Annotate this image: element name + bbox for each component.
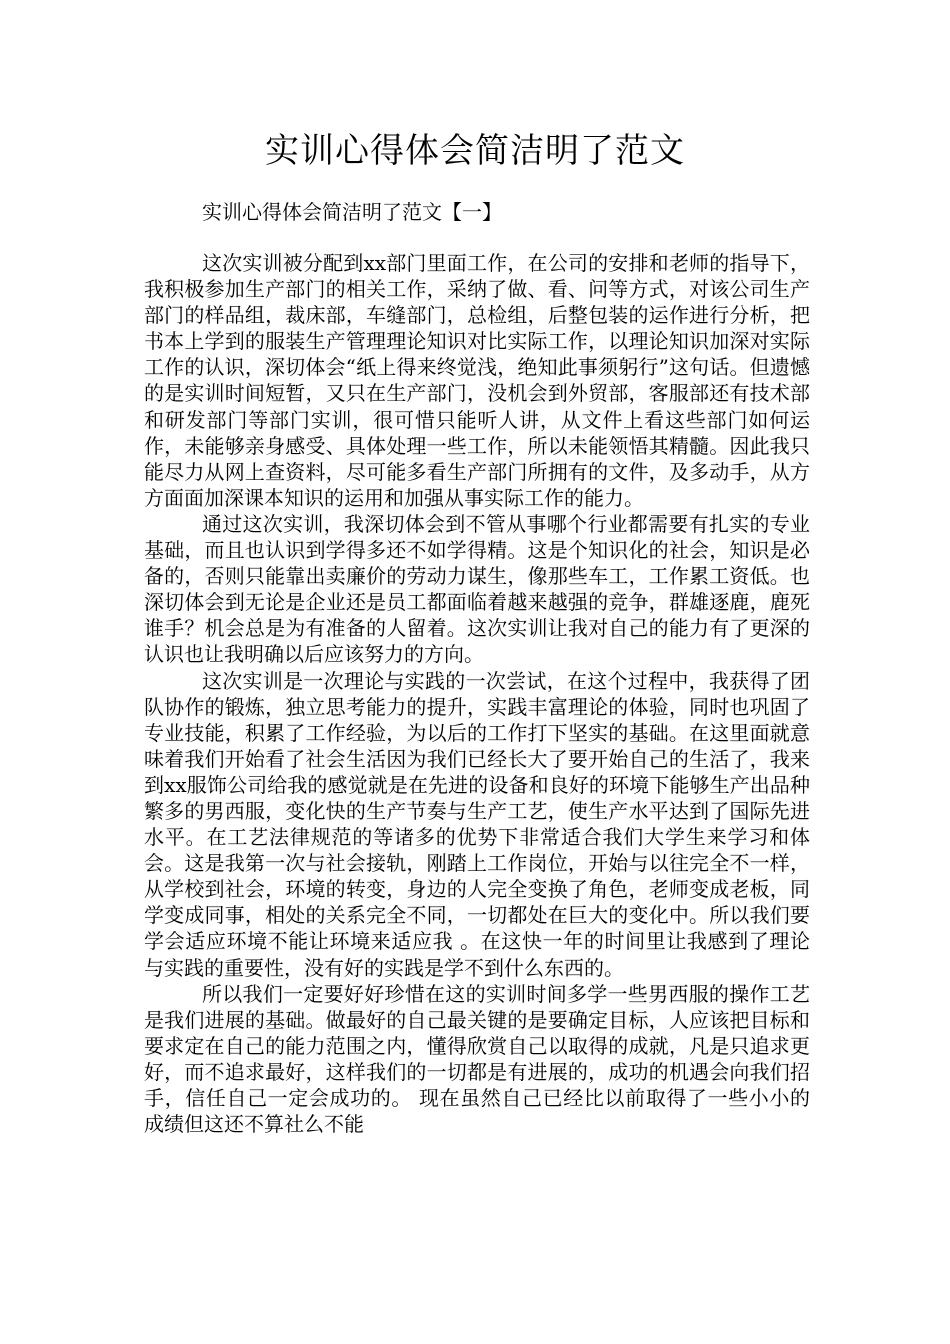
document-title: 实训心得体会简洁明了范文 — [265, 131, 685, 171]
paragraph: 这次实训是一次理论与实践的一次尝试，在这个过程中，我获得了团队协作的锻炼，独立思考能力的提升，实践丰富理论的体验，同时也巩固了专业技能，积累了工作经验，为以后的工作打下坚实的基础。在这里面就意味着我们开始看了社会生活因为我们已经长大了要开始自己的生活了，我来到xx服饰公司给我的感觉就是在先进的设备和良好的环境下能够生产出品种繁多的男西服，变化快的生产节奏与生产工艺，使生产水平达到了国际先进水平。在工艺法律规范的等诸多的优势下非常适合我们大学生来学习和体会。这是我第一次与社会接轨，刚踏上工作岗位，开始与以往完全不一样，从学校到社会，环境的转变，身边的人完全变换了角色，老师变成老板，同学变成同事，相处的关系完全不同，一切都处在巨大的变化中。所以我们要学会适应环境不能让环境来适应我 。在这快一年的时间里让我感到了理论与实践的重要性，没有好的实践是学不到什么东西的。 — [144, 668, 810, 980]
paragraph: 所以我们一定要好好珍惜在这的实训时间多学一些男西服的操作工艺是我们进展的基础。做最好的自己最关键的是要确定目标，人应该把目标和要求定在自己的能力范围之内，懂得欣赏自己以取得的成就，凡是只追求更好，而不追求最好，这样我们的一切都是有进展的，成功的机遇会向我们招手，信任自己一定会成功的。 现在虽然自己已经比以前取得了一些小小的成绩但这还不算社么不能 — [144, 981, 810, 1137]
paragraph: 通过这次实训，我深切体会到不管从事哪个行业都需要有扎实的专业基础，而且也认识到学得多还不如学得精。这是个知识化的社会，知识是必备的，否则只能靠出卖廉价的劳动力谋生，像那些车工，工作累工资低。也深切体会到无论是企业还是员工都面临着越来越强的竞争，群雄逐鹿，鹿死谁手？机会总是为有准备的人留着。这次实训让我对自己的能力有了更深的认识也让我明确以后应该努力的方向。 — [144, 511, 810, 667]
paragraph: 这次实训被分配到xx部门里面工作，在公司的安排和老师的指导下，我积极参加生产部门的相关工作，采纳了做、看、问等方式，对该公司生产部门的样品组，裁床部，车缝部门，总检组，后整包装的运作进行分析，把书本上学到的服装生产管理理论知识对比实际工作，以理论知识加深对实际工作的认识，深切体会“纸上得来终觉浅，绝知此事须躬行”这句话。但遗憾的是实训时间短暂，又只在生产部门，没机会到外贸部，客服部还有技术部和研发部门等部门实训，很可惜只能听人讲，从文件上看这些部门如何运作，未能够亲身感受、具体处理一些工作，所以未能领悟其精髓。因此我只能尽力从网上查资料，尽可能多看生产部门所拥有的文件，及多动手，从方方面面加深课本知识的运用和加强从事实际工作的能力。 — [144, 251, 810, 510]
document-body — [144, 250, 810, 1137]
section-subtitle: 实训心得体会简洁明了范文【一】 — [202, 200, 502, 224]
